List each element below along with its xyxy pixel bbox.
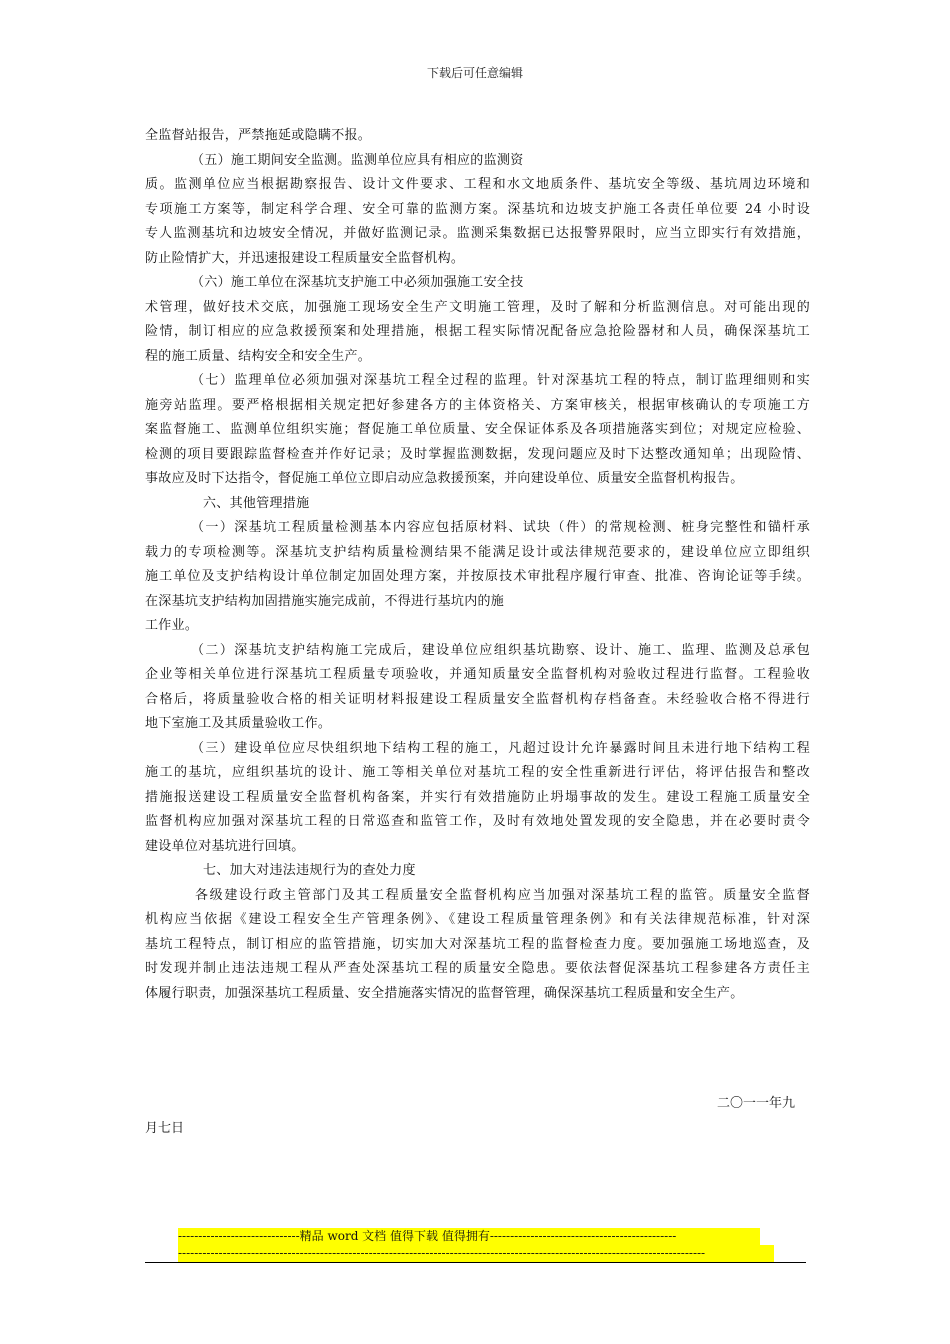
text-line: （一）深基坑工程质量检测基本内容应包括原材料、试块（件）的常规检测、桩身完整性和锚杆承 xyxy=(191,520,810,535)
text-line: （二）深基坑支护结构施工完成后，建设单位应组织基坑勘察、设计、施工、监理、监测及总承包 xyxy=(191,642,810,658)
date-line-1: 二〇一一年九 xyxy=(716,1096,795,1111)
text-line: 质。监测单位应当根据勘察报告、设计文件要求、工程和水文地质条件、基坑安全等级、基坑周边环境和 xyxy=(145,177,810,192)
text-line: 建设单位对基坑进行回填。 xyxy=(145,838,305,854)
text-line: 防止险情扩大，并迅速报建设工程质量安全监督机构。 xyxy=(145,250,465,266)
text-line: 载力的专项检测等。深基坑支护结构质量检测结果不能满足设计或法律规范要求的，建设单位应立即组织 xyxy=(145,544,810,560)
text-line: 程的施工质量、结构安全和安全生产。 xyxy=(145,348,372,364)
text-line: （七）监理单位必须加强对深基坑工程全过程的监理。针对深基坑工程的特点，制订监理细则和实 xyxy=(191,373,810,388)
text-line: 时发现并制止违法违规工程从严查处深基坑工程的质量安全隐患。要依法督促深基坑工程参建各方责任主 xyxy=(145,961,810,976)
text-line: （五）施工期间安全监测。监测单位应具有相应的监测资 xyxy=(191,152,524,168)
text-line: 六、其他管理措施 xyxy=(203,495,310,511)
text-line: 专项施工方案等，制定科学合理、安全可靠的监测方案。深基坑和边坡支护施工各责任单位要 24 小时设 xyxy=(145,201,810,217)
footer-banner-line-2: ---------------------------------------------------------------------------------------------------------------------------------- xyxy=(178,1245,774,1262)
text-line: 地下室施工及其质量验收工作。 xyxy=(145,716,332,731)
text-line: 工作业。 xyxy=(145,618,199,633)
text-line: 术管理，做好技术交底，加强施工现场安全生产文明施工管理，及时了解和分析监测信息。对可能出现的 xyxy=(145,299,810,315)
footer-banner-line-1: ------------------------------精品 word 文档 值得下载 值得拥有---------------------------------------------- xyxy=(178,1228,760,1245)
text-line: 事故应及时下达指令，督促施工单位立即启动应急救援预案，并向建设单位、质量安全监督机构报告。 xyxy=(145,471,744,486)
text-line: 措施报送建设工程质量安全监督机构备案，并实行有效措施防止坍塌事故的发生。建设工程施工质量安全 xyxy=(145,789,810,805)
footer-rule xyxy=(145,1262,806,1263)
text-line: 险情，制订相应的应急救援预案和处理措施，根据工程实际情况配备应急抢险器材和人员，确保深基坑工 xyxy=(145,324,810,339)
document-body xyxy=(145,124,810,1006)
text-line: 施工单位及支护结构设计单位制定加固处理方案，并按原技术审批程序履行审查、批准、咨询论证等手续。 xyxy=(145,569,810,584)
text-line: 机构应当依据《建设工程安全生产管理条例》、《建设工程质量管理条例》和有关法律规范标准，针对深 xyxy=(145,912,810,927)
text-line: 专人监测基坑和边坡安全情况，并做好监测记录。监测采集数据已达报警界限时，应当立即实行有效措施， xyxy=(145,226,810,241)
text-line: 施工的基坑，应组织基坑的设计、施工等相关单位对基坑工程的安全性重新进行评估，将评估报告和整改 xyxy=(145,765,810,780)
text-line: 案监督施工、监测单位组织实施；督促施工单位质量、安全保证体系及各项措施落实到位；对规定应检验、 xyxy=(145,422,810,437)
text-line: 施旁站监理。要严格根据相关规定把好参建各方的主体资格关、方案审核关，根据审核确认的专项施工方 xyxy=(145,397,810,413)
text-line: 在深基坑支护结构加固措施实施完成前，不得进行基坑内的施 xyxy=(145,593,505,609)
text-line: 全监督站报告，严禁拖延或隐瞒不报。 xyxy=(145,128,372,143)
text-line: （六）施工单位在深基坑支护施工中必须加强施工安全技 xyxy=(191,275,524,290)
date-line-2: 月七日 xyxy=(145,1121,185,1136)
text-line: 合格后，将质量验收合格的相关证明材料报建设工程质量安全监督机构存档备查。未经验收合格不得进行 xyxy=(145,691,810,707)
page-header: 下载后可任意编辑 xyxy=(426,66,523,80)
text-line: 七、加大对违法违规行为的查处力度 xyxy=(203,863,416,878)
text-line: 检测的项目要跟踪监督检查并作好记录；及时掌握监测数据，发现问题应及时下达整改通知单；出现险情、 xyxy=(145,446,810,462)
text-line: （三）建设单位应尽快组织地下结构工程的施工，凡超过设计允许暴露时间且未进行地下结构工程 xyxy=(191,740,810,756)
text-line: 基坑工程特点，制订相应的监管措施，切实加大对深基坑工程的监督检查力度。要加强施工场地巡查，及 xyxy=(145,936,810,952)
text-line: 监督机构应加强对深基坑工程的日常巡查和监管工作，及时有效地处置发现的安全隐患，并在必要时责令 xyxy=(145,814,810,829)
text-line: 企业等相关单位进行深基坑工程质量专项验收，并通知质量安全监督机构对验收过程进行监督。工程验收 xyxy=(145,667,810,682)
text-line: 各级建设行政主管部门及其工程质量安全监督机构应当加强对深基坑工程的监管。质量安全监督 xyxy=(195,887,810,903)
text-line: 体履行职责，加强深基坑工程质量、安全措施落实情况的监督管理，确保深基坑工程质量和安全生产。 xyxy=(145,985,744,1001)
